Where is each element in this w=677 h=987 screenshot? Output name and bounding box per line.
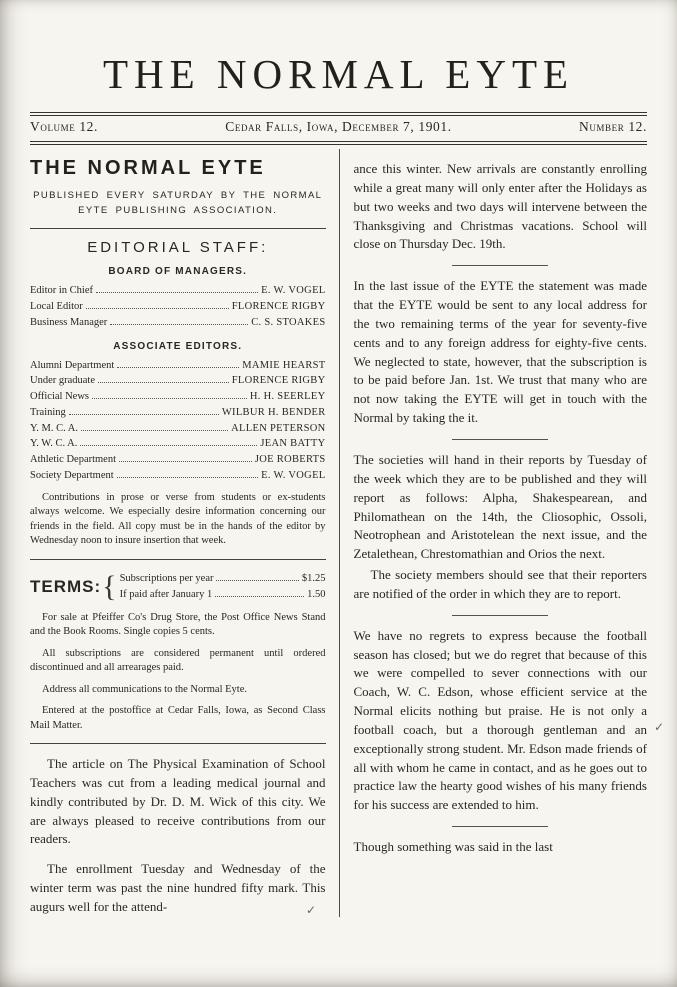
- dot-leader: [69, 414, 219, 415]
- masthead-rule-bottom: [30, 141, 647, 145]
- staff-role: Business Manager: [30, 316, 108, 328]
- contributions-note: Contributions in prose or verse from students or ex-students always welcome. We especially desire information concerning our friends in the field. All copy must be in the hands of the editor by Wednesday noon to insure insertion that week.: [30, 491, 326, 547]
- postoffice-note: Entered at the postoffice at Cedar Falls, Iowa, as Second Class Mail Matter.: [30, 705, 326, 731]
- dot-leader: [98, 382, 229, 383]
- section-separator: [452, 615, 548, 616]
- staff-role: Y. W. C. A.: [30, 438, 78, 450]
- staff-role: Local Editor: [30, 301, 83, 313]
- column-rule: [30, 559, 326, 560]
- staff-role: Editor in Chief: [30, 285, 93, 297]
- associate-editors-list: [30, 358, 326, 484]
- terms-line: [120, 571, 326, 587]
- article-paragraph: The society members should see that their reporters are notified of the order in which they are to report.: [353, 567, 647, 601]
- section-separator: [452, 265, 548, 266]
- volume-label: Volume 12.: [30, 119, 98, 134]
- dot-leader: [80, 445, 257, 446]
- staff-name: JEAN BATTY: [260, 438, 326, 450]
- dot-leader: [117, 367, 239, 368]
- terms-block: [30, 570, 326, 604]
- dot-leader: [81, 430, 228, 431]
- editorial-staff-heading: EDITORIAL STAFF:: [87, 239, 269, 257]
- staff-name: WILBUR H. BENDER: [221, 406, 326, 418]
- terms-label: TERMS:: [30, 576, 102, 596]
- staff-row: [30, 421, 326, 437]
- terms-brace: {: [102, 569, 117, 603]
- staff-name: H. H. SEERLEY: [249, 391, 326, 403]
- right-column: [339, 149, 648, 917]
- article-paragraph: The enrollment Tuesday and Wednesday of the winter term was past the nine hundred fifty mark. This augurs well for the attend-: [30, 861, 326, 914]
- terms-line: [120, 587, 326, 603]
- board-of-managers-list: [30, 283, 326, 330]
- article-paragraph: We have no regrets to express because the football season has closed; but we do regret that because of this we were compelled to sever connections with our Coach, W. C. Edson, whose efficient service at the Normal elicits nothing but praise. He is not only a football coach, but a thorough gentleman and an exceptionally strong student. Mr. Edson made friends of all with whom he came in contact, and as he goes out to practice law the hearty good wishes of his many friends for his success are extended to him.: [353, 627, 647, 813]
- staff-role: Athletic Department: [30, 454, 117, 466]
- address-note: Address all communications to the Normal Eyte.: [42, 683, 247, 695]
- pencil-check-mark: ✓: [654, 720, 665, 734]
- pencil-check-mark: ✓: [306, 903, 317, 917]
- staff-name: FLORENCE RIGBY: [231, 375, 326, 387]
- section-separator: [452, 439, 548, 440]
- staff-row: [30, 299, 326, 315]
- staff-role: Training: [30, 406, 66, 418]
- section-separator: [452, 826, 548, 827]
- subscription-note: All subscriptions are considered permanent until ordered discontinued and all arrearages paid.: [30, 647, 326, 674]
- paper-title: THE NORMAL EYTE: [30, 157, 266, 179]
- masthead-rule-top: [30, 112, 647, 116]
- article-paragraph: In the last issue of the EYTE the statement was made that the EYTE would be sent to any local address for the two remaining terms of the year for seventy-five cents and to any foreign address for eighty-five cents. We neglected to state, however, that the subscription is to be paid before Jan. 1st. We trust that many who are not now taking the EYTE will get in touch with the Normal by taking the it.: [353, 278, 647, 426]
- article-paragraph: Though something was said in the last: [353, 839, 553, 855]
- staff-row: [30, 436, 326, 452]
- dot-leader: [117, 477, 258, 478]
- article-paragraph: ance this winter. New arrivals are constantly enrolling while a great many will only enter after the Holidays as but two weeks and two days will intervene between the Thanksgiving and Christmas vacations. School will close on Thursday Dec. 19th.: [353, 161, 647, 252]
- dot-leader: [215, 596, 304, 597]
- staff-row: [30, 468, 326, 484]
- staff-row: [30, 405, 326, 421]
- staff-name: FLORENCE RIGBY: [231, 301, 326, 313]
- terms-lines: [120, 571, 326, 603]
- dot-leader: [96, 292, 258, 293]
- staff-role: Y. M. C. A.: [30, 422, 78, 434]
- published-line: PUBLISHED EVERY SATURDAY BY THE NORMAL EYTE PUBLISHING ASSOCIATION.: [33, 190, 323, 216]
- column-rule: [30, 743, 326, 744]
- staff-row: [30, 315, 326, 331]
- dot-leader: [110, 324, 248, 325]
- issue-number: Number 12.: [578, 119, 647, 134]
- board-of-managers-heading: BOARD OF MANAGERS.: [108, 266, 248, 278]
- staff-role: Alumni Department: [30, 359, 115, 371]
- article-paragraph: The societies will hand in their reports by Tuesday of the week which they are to be published and they will report as follows: Alpha, Shakespearean, and Philomathean on the 14th, the Cliosophic, Ossoli, Neotrophean and Aristotelean the next issue, and the Zetalethean, Chrestomathian and Orios the next.: [353, 451, 647, 562]
- terms-item: If paid after January 1: [119, 588, 213, 600]
- terms-price: $1.25: [301, 572, 326, 584]
- staff-name: JOE ROBERTS: [254, 454, 326, 466]
- staff-row: [30, 373, 326, 389]
- issue-line: [30, 119, 647, 139]
- staff-name: E. W. VOGEL: [261, 285, 326, 297]
- staff-row: [30, 283, 326, 299]
- masthead-title: THE NORMAL EYTE: [102, 51, 575, 97]
- staff-role: Society Department: [30, 469, 114, 481]
- article-paragraph: The article on The Physical Examination of School Teachers was cut from a leading medical journal and kindly contributed by Dr. D. M. Wick of this city. We are always pleased to receive contributions from our readers.: [30, 756, 326, 847]
- staff-role: Official News: [30, 391, 89, 403]
- associate-editors-heading: ASSOCIATE EDITORS.: [113, 340, 243, 352]
- staff-name: C. S. STOAKES: [251, 316, 326, 328]
- terms-price: 1.50: [307, 588, 326, 600]
- masthead: [0, 0, 677, 145]
- dot-leader: [86, 308, 229, 309]
- staff-row: [30, 452, 326, 468]
- dot-leader: [92, 398, 247, 399]
- staff-name: ALLEN PETERSON: [231, 422, 326, 434]
- staff-name: MAMIE HEARST: [242, 359, 326, 371]
- staff-row: [30, 389, 326, 405]
- staff-name: E. W. VOGEL: [261, 469, 326, 481]
- column-rule: [30, 228, 326, 229]
- left-column: [30, 149, 339, 917]
- staff-row: [30, 358, 326, 374]
- dot-leader: [216, 580, 298, 581]
- terms-item: Subscriptions per year: [119, 572, 214, 584]
- dot-leader: [119, 461, 252, 462]
- staff-role: Under graduate: [30, 375, 96, 387]
- dateline: Cedar Falls, Iowa, December 7, 1901.: [225, 119, 452, 134]
- page-columns: [30, 149, 647, 917]
- sale-note: For sale at Pfeiffer Co's Drug Store, the Post Office News Stand and the Book Rooms. Single copies 5 cents.: [30, 611, 326, 638]
